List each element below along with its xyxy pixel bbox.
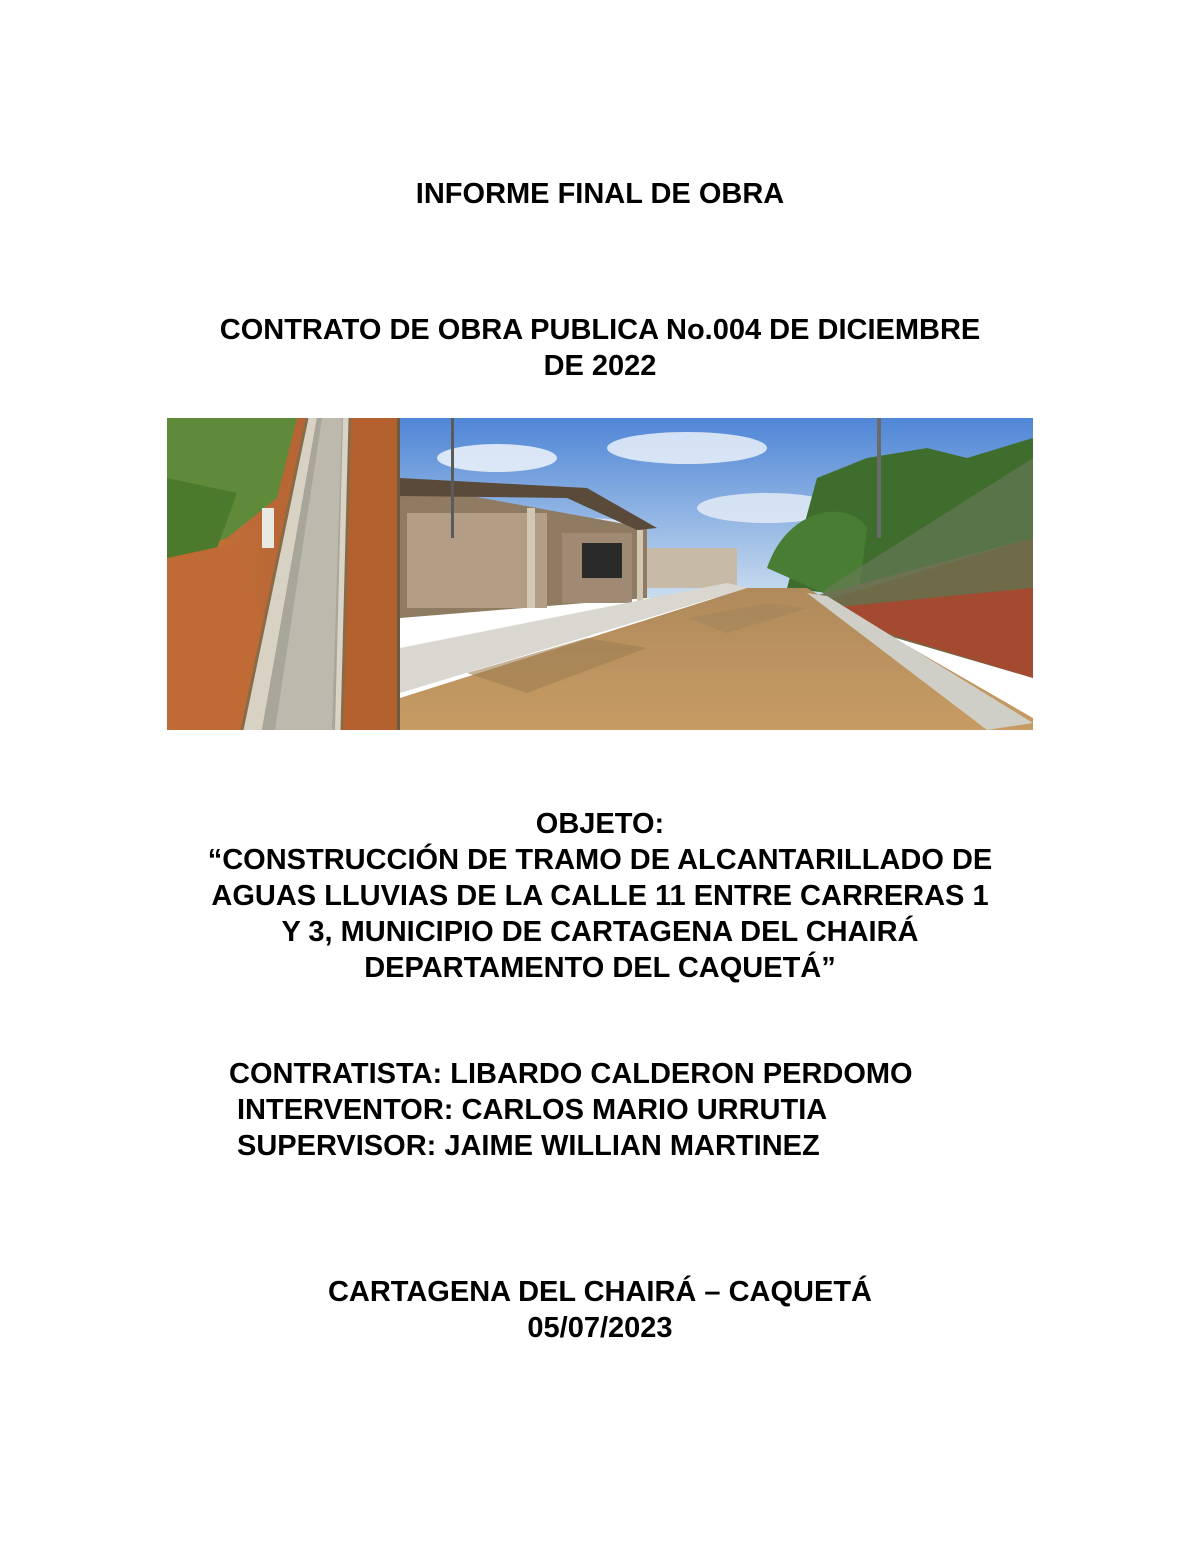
objeto-line-4: DEPARTAMENTO DEL CAQUETÁ” [364, 952, 836, 984]
contract-line-2: DE 2022 [543, 350, 657, 382]
interventor-line: INTERVENTOR: CARLOS MARIO URRUTIA [237, 1094, 828, 1126]
contratista-line: CONTRATISTA: LIBARDO CALDERON PERDOMO [229, 1058, 913, 1090]
objeto-label: OBJETO: [535, 808, 665, 840]
drainage-channel-photo [167, 418, 399, 730]
objeto-line-1: “CONSTRUCCIÓN DE TRAMO DE ALCANTARILLADO DE [207, 844, 993, 876]
objeto-line-3: Y 3, MUNICIPIO DE CARTAGENA DEL CHAIRÁ [281, 916, 919, 948]
location-line: CARTAGENA DEL CHAIRÁ – CAQUETÁ [327, 1276, 873, 1308]
cover-photo-collage [167, 418, 1033, 730]
document-title: INFORME FINAL DE OBRA [415, 178, 785, 210]
street-construction-photo [400, 418, 1033, 730]
objeto-line-2: AGUAS LLUVIAS DE LA CALLE 11 ENTRE CARRERAS 1 [211, 880, 989, 912]
supervisor-line: SUPERVISOR: JAIME WILLIAN MARTINEZ [237, 1130, 820, 1162]
contract-line-1: CONTRATO DE OBRA PUBLICA No.004 DE DICIEMBRE [219, 314, 981, 346]
date-line: 05/07/2023 [527, 1312, 673, 1344]
